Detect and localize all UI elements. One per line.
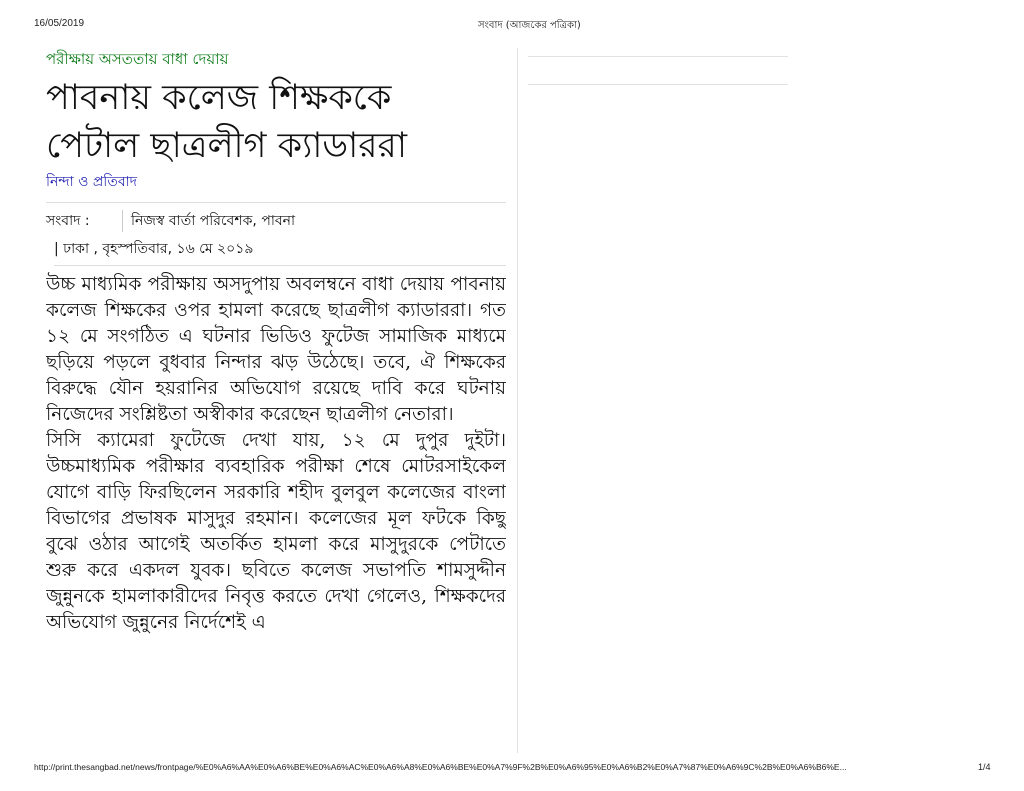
headline-line-1: পাবনায় কলেজ শিক্ষককে [46, 78, 392, 118]
headline [46, 74, 506, 170]
headline-line-2: পেটাল ছাত্রলীগ ক্যাডাররা [46, 126, 407, 166]
page-number: 1/4 [978, 762, 991, 772]
sidebar-rule [528, 84, 788, 85]
dateline: | ঢাকা , বৃহস্পতিবার, ১৬ মে ২০১৯ [54, 237, 506, 266]
footer-url: http://print.thesangbad.net/news/frontpage/%E0%A6%AA%E0%A6%BE%E0%A6%AC%E0%A6%A8%E0%A6%BE%E0%A7%9F%2B%E0%A6%95%E0%A6%B2%E0%A7%87%E0%A6%9C%2B%E0%A6%B6%E... [34, 762, 847, 772]
sidebar-rule [528, 56, 788, 57]
source-label: সংবাদ : [46, 213, 90, 229]
paragraph-1: উচ্চ মাধ্যমিক পরীক্ষায় অসদুপায় অবলম্বনে বাধা দেয়ায় পাবনায় কলেজ শিক্ষকের ওপর হামলা করেছে ছাত্রলীগ ক্যাডাররা। গত ১২ মে সংগঠিত এ ঘটনার ভিডিও ফুটেজ সামাজিক মাধ্যমে ছড়িয়ে পড়লে বুধবার নিন্দার ঝড় উঠেছে। তবে, ঐ শিক্ষকের বিরুদ্ধে যৌন হয়রানির অভিযোগ রয়েছে দাবি করে ঘটনায় নিজেদের সংশ্লিষ্টতা অস্বীকার করেছেন ছাত্রলীগ নেতারা। [46, 274, 506, 425]
paragraph-2: সিসি ক্যামেরা ফুটেজে দেখা যায়, ১২ মে দুপুর দুইটা। উচ্চমাধ্যমিক পরীক্ষার ব্যবহারিক পরীক্ষা শেষে মোটরসাইকেল যোগে বাড়ি ফিরছিলেন সরকারি শহীদ বুলবুল কলেজের বাংলা বিভাগের প্রভাষক মাসুদুর রহমান। কলেজের মূল ফটকে কিছু বুঝে ওঠার আগেই অতর্কিত হামলা করে মাসুদুরকে পেটাতে শুরু করে একদল যুবক। ছবিতে কলেজ সভাপতি শামসুদ্দীন জুন্নুনকে হামলাকারীদের নিবৃত্ত করতে দেখা গেলেও, শিক্ষকদের অভিযোগ জুন্নুনের নির্দেশেই এ [46, 430, 506, 633]
shoulder-headline: পরীক্ষায় অসততায় বাধা দেয়ায় [46, 50, 229, 68]
print-date: 16/05/2019 [34, 18, 85, 29]
reporter: নিজস্ব বার্তা পরিবেশক, পাবনা [122, 210, 295, 232]
print-page-title: সংবাদ (আজকের পত্রিকা) [478, 20, 581, 31]
byline-row [46, 202, 506, 235]
article-body [46, 272, 506, 742]
column-divider [517, 48, 518, 753]
article [46, 48, 506, 742]
subheadline: নিন্দা ও প্রতিবাদ [46, 174, 138, 190]
